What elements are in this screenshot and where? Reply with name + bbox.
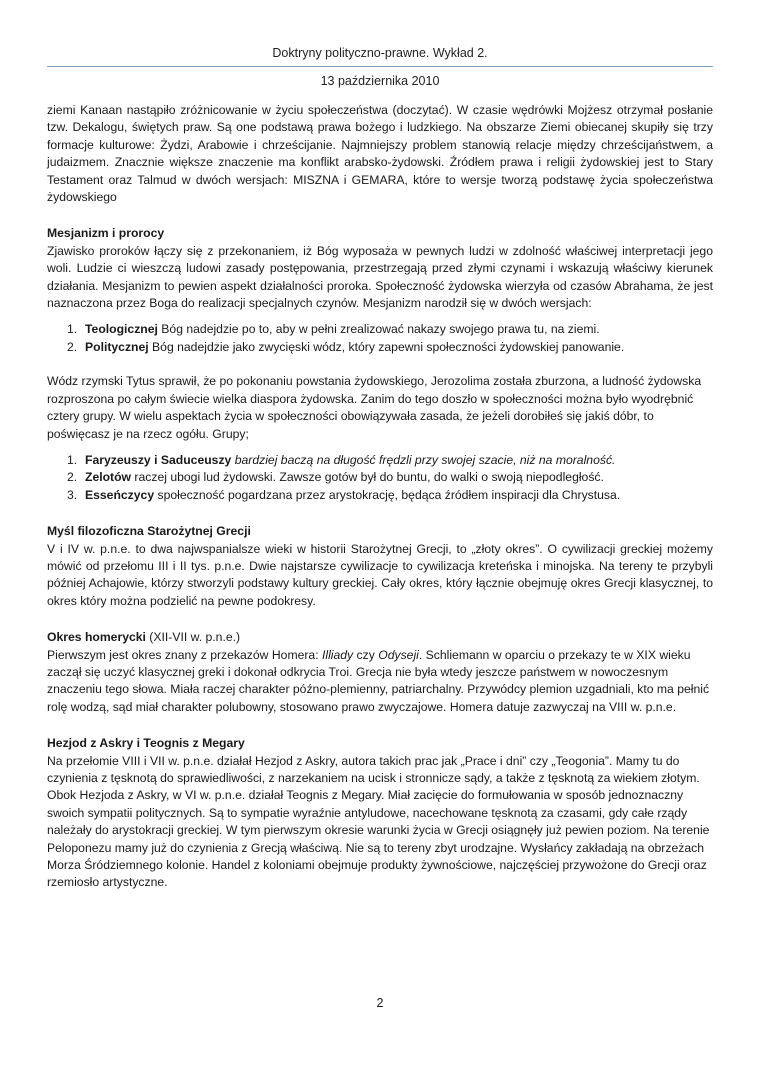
mysl-paragraph: V i IV w. p.n.e. to dwa najwspanialsze wieki w historii Starożytnej Grecji, to „złoty okres”. O cywilizacji greckiej możemy mówić od przełomu III i II tys. p.n.e. Dwie najstarsze cywilizacje to cywilizacja kreteńska i minojska. Na tereny te przybyli później Achajowie, którzy stworzyli podstawy kultury greckiej. Cały okres, który łącznie obejmuję okres Grecji klasycznej, to okres który można podzielić na pewne podokresy. xyxy=(47,541,713,608)
document-title: Doktryny polityczno-prawne. Wykład 2. xyxy=(272,46,488,60)
section-heading-mysl: Myśl filozoficzna Starożytnej Grecji xyxy=(47,524,251,539)
list-item xyxy=(47,321,713,338)
list-text: społeczność pogardzana przez arystokrację, będąca źródłem inspiracji dla Chrystusa. xyxy=(154,487,621,502)
section-heading-hezjod: Hezjod z Askry i Teognis z Megary xyxy=(47,736,245,751)
list-item xyxy=(47,452,713,469)
list-number: 2. xyxy=(67,339,78,354)
list-item xyxy=(47,469,713,486)
hezjod-paragraph: Na przełomie VIII i VII w. p.n.e. działał Hezjod z Askry, autora takich prac jak „Prace i dni” czy „Teogonia”. Mamy tu do czynienia z tęsknotą do sprawiedliwości, z narzekaniem na ucisk i stronnicze sądy, a także z tęsknotą za wiekiem złotym. Obok Hezjoda z Askry, w VI w. p.n.e. działał Teognis z Megary. Miał zacięcie do formułowania w sposób jednoznaczny swoich sympatii politycznych. Są to sympatie wyraźnie antyludowe, nacechowane tęsknotą za czasami, gdy całe rządy należały do arystokracji greckiej. W tym pierwszym okresie warunki życia w Grecji osiągnęły już pewien poziom. Na terenie Peloponezu mamy już do czynienia z Grecją właściwą. Nie są to tereny zbyt urodzajne. Wysłańcy zakładają na obrzeżach Morza Śródziemnego kolonie. Handel z koloniami obejmuje produkty żywnościowe, najczęściej przywożone do Grecji oraz rzemiosło artystyczne. xyxy=(47,753,710,890)
mesjanizm-list xyxy=(47,321,713,356)
page-number: 2 xyxy=(376,996,384,1010)
list-term: Politycznej xyxy=(85,339,149,354)
list-number: 3. xyxy=(67,487,78,502)
list-term: Esseńczycy xyxy=(85,487,155,502)
list-item xyxy=(47,339,713,356)
mesjanizm-paragraph: Zjawisko proroków łączy się z przekonaniem, iż Bóg wyposaża w pewnych ludzi w zdolność właściwej interpretacji jego woli. Ludzie ci wieszczą ludowi zasady postępowania, przestrzegają przed złymi czynami i wskazują właściwy kierunek działania. Mesjanizm to pewien aspekt działalności proroka. Społeczność żydowska wierzyła od czasów Abrahama, że jest naznaczona przez Boga do realizacji specjalnych czynów. Mesjanizm narodził się w dwóch wersjach: xyxy=(47,243,713,311)
homer-heading-period: (XII-VII w. p.n.e.) xyxy=(145,630,241,645)
homer-heading-bold: Okres homerycki xyxy=(47,630,146,645)
list-number: 1. xyxy=(67,322,78,337)
list-text: raczej ubogi lud żydowski. Zawsze gotów był do buntu, do walki o swoją niepodległość. xyxy=(131,470,604,485)
list-term: Faryzeuszy i Saduceuszy xyxy=(85,452,232,467)
tytus-paragraph: Wódz rzymski Tytus sprawił, że po pokonaniu powstania żydowskiego, Jerozolima została zburzona, a ludność żydowska rozproszona po całym świecie wielka diaspora żydowska. Zanim do tego doszło w społeczności można było wyodrębnić cztery grupy. W wielu aspektach życia w społeczności obowiązywała zasada, że jeżeli dorobiłeś się jakiś dóbr, to poświęcasz je na rzecz ogółu. Grupy; xyxy=(47,374,702,441)
homer-text-c: . Schliemann w oparciu o przekazy te w XIX wieku zaczął się uczyć klasycznej greki i dokonał odkrycia Troi. Grecja nie była wtedy jeszcze państwem w nowoczesnym znaczeniu tego słowa. Miała raczej charakter późno-plemienny, patriarchalny. Przywódcy plemion uzgadniali, kto ma pełnić rolę wodzą, sąd miał charakter polubowny, stosowano prawo zwyczajowe. Homera datuje zazwyczaj na VIII w. p.n.e. xyxy=(47,647,710,714)
list-term: Zelotów xyxy=(85,470,132,485)
section-heading-mesjanizm: Mesjanizm i prorocy xyxy=(47,226,165,241)
list-text: Bóg nadejdzie jako zwycięski wódz, który zapewni społeczności żydowskiej panowanie. xyxy=(148,339,625,354)
intro-paragraph: ziemi Kanaan nastąpiło zróżnicowanie w życiu społeczeństwa (doczytać). W czasie wędrówki Mojżesz otrzymał posłanie tzw. Dekalogu, świętych praw. Są one podstawą prawa bożego i ludzkiego. Na obszarze Ziemi obiecanej skupiły się trzy formacje kulturowe: Żydzi, Arabowie i chrześcijanie. Najmniejszy problem stanowią relacje między chrześcijaństwem, a judaizmem. Znacznie większe znaczenie ma konflikt arabsko-żydowski. Źródłem prawa i religii żydowskiej jest to Stary Testament oraz Talmud w dwóch wersjach: MISZNA i GEMARA, które to wersje tworzą podstawę życia społeczeństwa żydowskiego xyxy=(47,103,713,205)
list-number: 2. xyxy=(67,470,78,485)
homer-text-a: Pierwszym jest okres znany z przekazów Homera: xyxy=(47,647,322,662)
list-term: Teologicznej xyxy=(85,322,158,337)
homer-text-b: czy xyxy=(353,647,379,662)
homer-iliada: Illiady xyxy=(321,647,354,662)
list-italic-text: bardziej baczą na długość frędzli przy swojej szacie, niż na moralność. xyxy=(234,452,616,467)
homer-paragraph xyxy=(47,647,713,717)
page-header xyxy=(47,44,713,89)
section-heading-homer xyxy=(47,629,713,646)
list-text: Bóg nadejdzie po to, aby w pełni zrealizować nakazy swojego prawa tu, na ziemi. xyxy=(157,322,600,337)
homer-odyseja: Odyseji xyxy=(378,647,419,662)
list-number: 1. xyxy=(67,452,78,467)
list-item xyxy=(47,487,713,504)
groups-list xyxy=(47,452,713,504)
header-rule xyxy=(47,66,713,67)
page-body xyxy=(47,102,713,892)
document-date: 13 października 2010 xyxy=(320,74,440,88)
